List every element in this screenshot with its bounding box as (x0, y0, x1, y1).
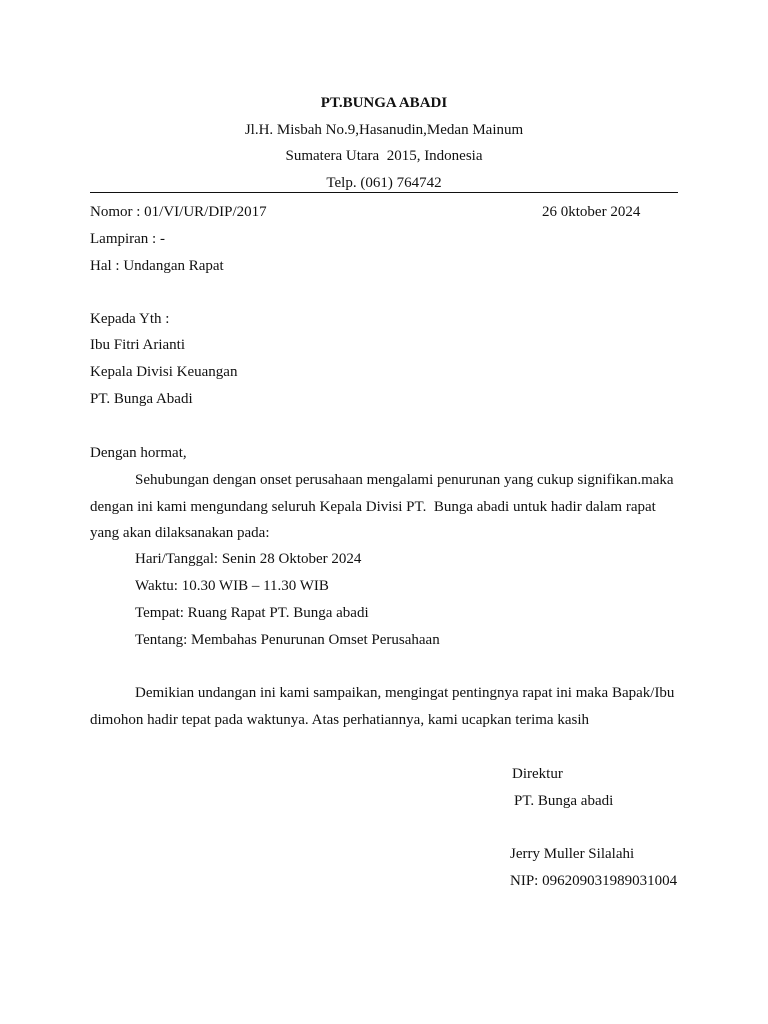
signatory-nip: NIP: 096209031989031004 (510, 873, 678, 889)
company-address-line-1: Jl.H. Misbah No.9,Hasanudin,Medan Mainum (244, 122, 524, 138)
letter-subject: Hal : Undangan Rapat (90, 258, 224, 274)
company-address-line-2: Sumatera Utara 2015, Indonesia (285, 148, 483, 164)
company-phone: Telp. (061) 764742 (326, 175, 442, 191)
meeting-place: Tempat: Ruang Rapat PT. Bunga abadi (135, 605, 369, 621)
letter-date: 26 0ktober 2024 (542, 204, 641, 220)
signatory-company: PT. Bunga abadi (514, 793, 614, 809)
recipient-position: Kepala Divisi Keuangan (90, 364, 238, 380)
letter-number: Nomor : 01/VI/UR/DIP/2017 (90, 204, 267, 220)
closing-line-1: Demikian undangan ini kami sampaikan, mengingat pentingnya rapat ini maka Bapak/Ibu (135, 685, 675, 701)
signatory-name: Jerry Muller Silalahi (510, 846, 635, 862)
letter-attachment: Lampiran : - (90, 231, 165, 247)
signatory-title: Direktur (512, 766, 563, 782)
greeting: Dengan hormat, (90, 445, 187, 461)
meeting-topic: Tentang: Membahas Penurunan Omset Perusahaan (135, 632, 440, 648)
recipient-company: PT. Bunga Abadi (90, 391, 193, 407)
meeting-time: Waktu: 10.30 WIB – 11.30 WIB (135, 578, 329, 594)
paragraph-1-line-1: Sehubungan dengan onset perusahaan mengalami penurunan yang cukup signifikan.maka (135, 472, 674, 488)
recipient-name: Ibu Fitri Arianti (90, 337, 185, 353)
recipient-salutation: Kepada Yth : (90, 311, 170, 327)
paragraph-1-line-3: yang akan dilaksanakan pada: (90, 525, 270, 541)
paragraph-1-line-2: dengan ini kami mengundang seluruh Kepala Divisi PT. Bunga abadi untuk hadir dalam rapat (90, 499, 656, 515)
letterhead-divider (90, 192, 678, 193)
company-name: PT.BUNGA ABADI (320, 95, 448, 111)
meeting-date: Hari/Tanggal: Senin 28 Oktober 2024 (135, 551, 362, 567)
closing-line-2: dimohon hadir tepat pada waktunya. Atas perhatiannya, kami ucapkan terima kasih (90, 712, 590, 728)
